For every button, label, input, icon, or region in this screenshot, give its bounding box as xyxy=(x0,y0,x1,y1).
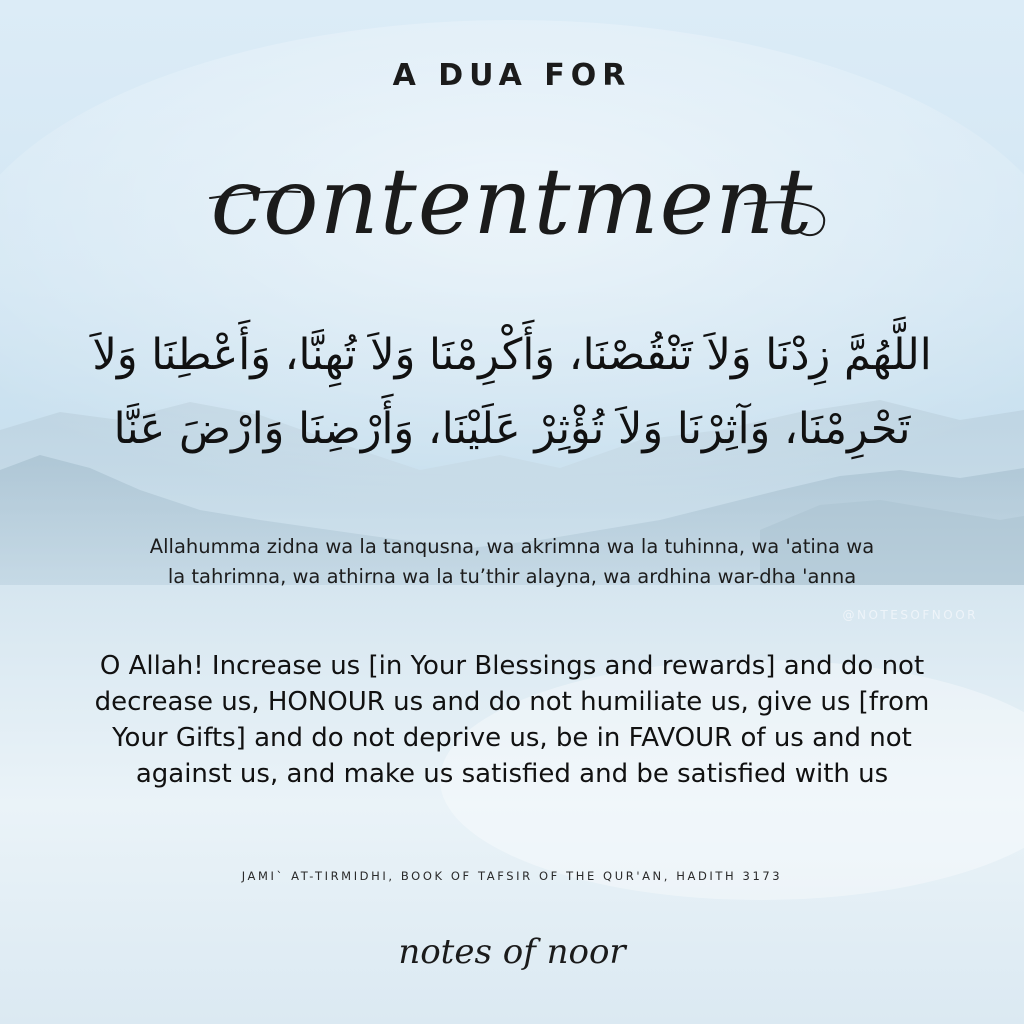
english-translation xyxy=(40,648,984,792)
watermark-handle: @NOTESOFNOOR xyxy=(842,608,978,622)
brand-signature: notes of noor xyxy=(398,932,626,972)
arabic-line: تَحْرِمْنَا، وَآثِرْنَا وَلاَ تُؤْثِرْ عَلَيْنَا، وَأَرْضِنَا وَارْضَ عَنَّا xyxy=(113,404,911,454)
arabic-dua xyxy=(60,318,964,466)
hadith-source: JAMI` AT-TIRMIDHI, BOOK OF TAFSIR OF THE QUR'AN, HADITH 3173 xyxy=(241,869,783,883)
title-line: A DUA FOR xyxy=(392,58,632,93)
arabic-line: اللَّهُمَّ زِدْنَا وَلاَ تَنْقُصْنَا، وَأَكْرِمْنَا وَلاَ تُهِنَّا، وَأَعْطِنَا وَلاَ xyxy=(92,330,932,380)
transliteration-line: la tahrimna, wa athirna wa la tu’thir alayna, wa ardhina war-dha 'anna xyxy=(167,565,857,588)
transliteration-line: Allahumma zidna wa la tanqusna, wa akrimna wa la tuhinna, wa 'atina wa xyxy=(149,535,875,558)
transliteration xyxy=(80,532,944,592)
script-title-block xyxy=(0,140,1024,280)
translation-line: Your Gifts] and do not deprive us, be in FAVOUR of us and not xyxy=(112,723,912,753)
script-title: contentment xyxy=(210,148,814,255)
translation-line: against us, and make us satisfied and be satisfied with us xyxy=(135,759,889,789)
translation-line: decrease us, HONOUR us and do not humiliate us, give us [from xyxy=(94,687,930,717)
translation-line: O Allah! Increase us [in Your Blessings and rewards] and do not xyxy=(99,651,925,681)
